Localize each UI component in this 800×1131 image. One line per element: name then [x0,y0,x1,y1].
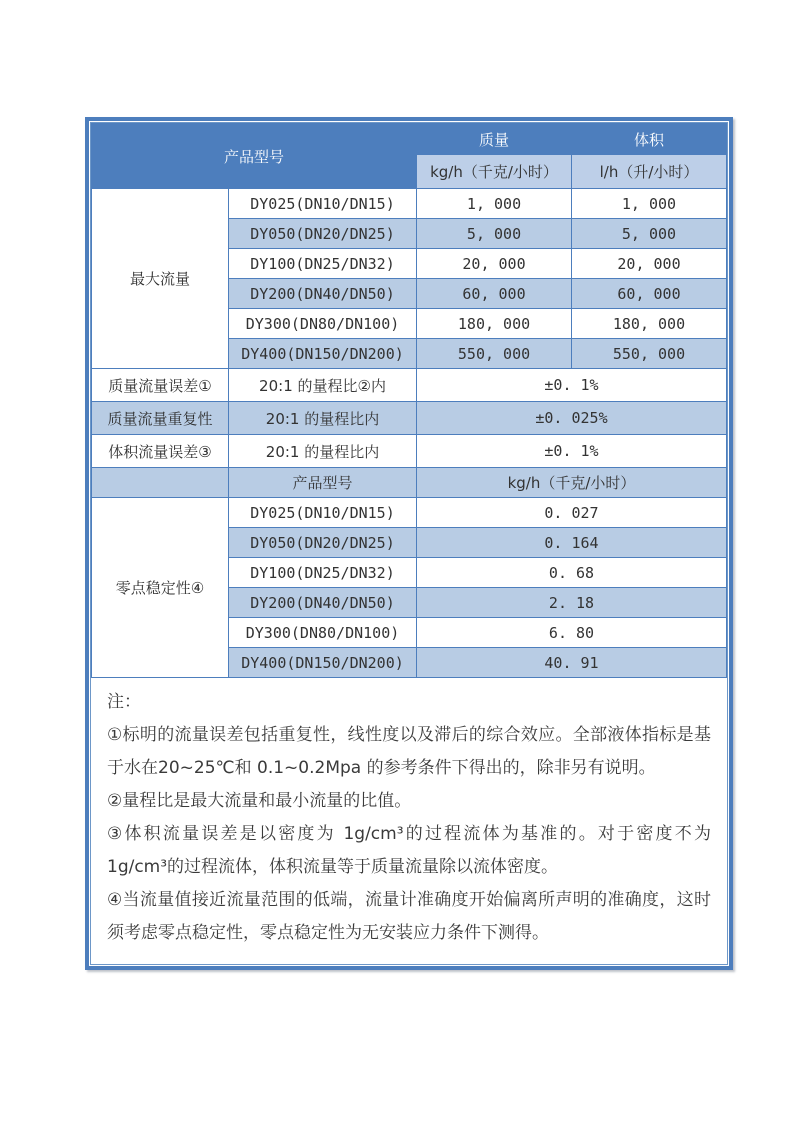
spec-label: 质量流量误差① [92,369,229,402]
table-row [92,369,727,402]
spec-document-frame [85,117,733,970]
table-row [92,189,727,219]
subheader-row [92,468,727,498]
model-cell: DY200(DN40/DN50) [229,279,417,309]
zero-value: 0. 027 [417,498,727,528]
product-model-header: 产品型号 [92,124,417,189]
volume-value: 60, 000 [572,279,727,309]
spec-value: ±0. 025% [417,402,727,435]
volume-value: 5, 000 [572,219,727,249]
mass-value: 60, 000 [417,279,572,309]
spec-value: ±0. 1% [417,435,727,468]
unit-subheader: kg/h（千克/小时） [417,468,727,498]
volume-value: 1, 000 [572,189,727,219]
table-row [92,402,727,435]
volume-value: 20, 000 [572,249,727,279]
mass-value: 180, 000 [417,309,572,339]
zero-value: 40. 91 [417,648,727,678]
zero-value: 0. 68 [417,558,727,588]
notes-section [91,678,727,964]
header-row-1 [92,124,727,155]
note-item-3: ③体积流量误差是以密度为 1g/cm³的过程流体为基准的。对于密度不为 1g/cm³的过程流体，体积流量等于质量流量除以流体密度。 [107,824,711,877]
spec-label: 体积流量误差③ [92,435,229,468]
model-cell: DY300(DN80/DN100) [229,309,417,339]
model-cell: DY050(DN20/DN25) [229,528,417,558]
note-item-2: ②量程比是最大流量和最小流量的比值。 [107,791,412,811]
max-flow-label: 最大流量 [92,189,229,369]
mass-value: 550, 000 [417,339,572,369]
volume-value: 180, 000 [572,309,727,339]
model-cell: DY100(DN25/DN32) [229,558,417,588]
volume-value: 550, 000 [572,339,727,369]
model-cell: DY400(DN150/DN200) [229,648,417,678]
mass-value: 20, 000 [417,249,572,279]
table-row [92,498,727,528]
model-cell: DY025(DN10/DN15) [229,189,417,219]
spec-condition: 20:1 的量程比内 [229,402,417,435]
model-cell: DY200(DN40/DN50) [229,588,417,618]
corner-cell [92,468,229,498]
volume-unit-header: l/h（升/小时） [572,155,727,189]
zero-value: 2. 18 [417,588,727,618]
spec-condition: 20:1 的量程比内 [229,435,417,468]
model-cell: DY025(DN10/DN15) [229,498,417,528]
spec-label: 质量流量重复性 [92,402,229,435]
product-model-subheader: 产品型号 [229,468,417,498]
table-row [92,435,727,468]
model-cell: DY100(DN25/DN32) [229,249,417,279]
mass-value: 5, 000 [417,219,572,249]
notes-title: 注： [107,692,141,712]
spec-value: ±0. 1% [417,369,727,402]
mass-header: 质量 [417,124,572,155]
model-cell: DY300(DN80/DN100) [229,618,417,648]
note-item-4: ④当流量值接近流量范围的低端，流量计准确度开始偏离所声明的准确度，这时须考虑零点稳定性，零点稳定性为无安装应力条件下测得。 [107,890,711,943]
note-item-1: ①标明的流量误差包括重复性，线性度以及滞后的综合效应。全部液体指标是基于水在20~25℃和 0.1~0.2Mpa 的参考条件下得出的，除非另有说明。 [107,725,711,778]
model-cell: DY050(DN20/DN25) [229,219,417,249]
spec-document-inner [90,122,728,965]
mass-unit-header: kg/h（千克/小时） [417,155,572,189]
spec-condition: 20:1 的量程比②内 [229,369,417,402]
zero-stability-label: 零点稳定性④ [92,498,229,678]
model-cell: DY400(DN150/DN200) [229,339,417,369]
spec-table [91,123,727,678]
volume-header: 体积 [572,124,727,155]
zero-value: 6. 80 [417,618,727,648]
mass-value: 1, 000 [417,189,572,219]
zero-value: 0. 164 [417,528,727,558]
